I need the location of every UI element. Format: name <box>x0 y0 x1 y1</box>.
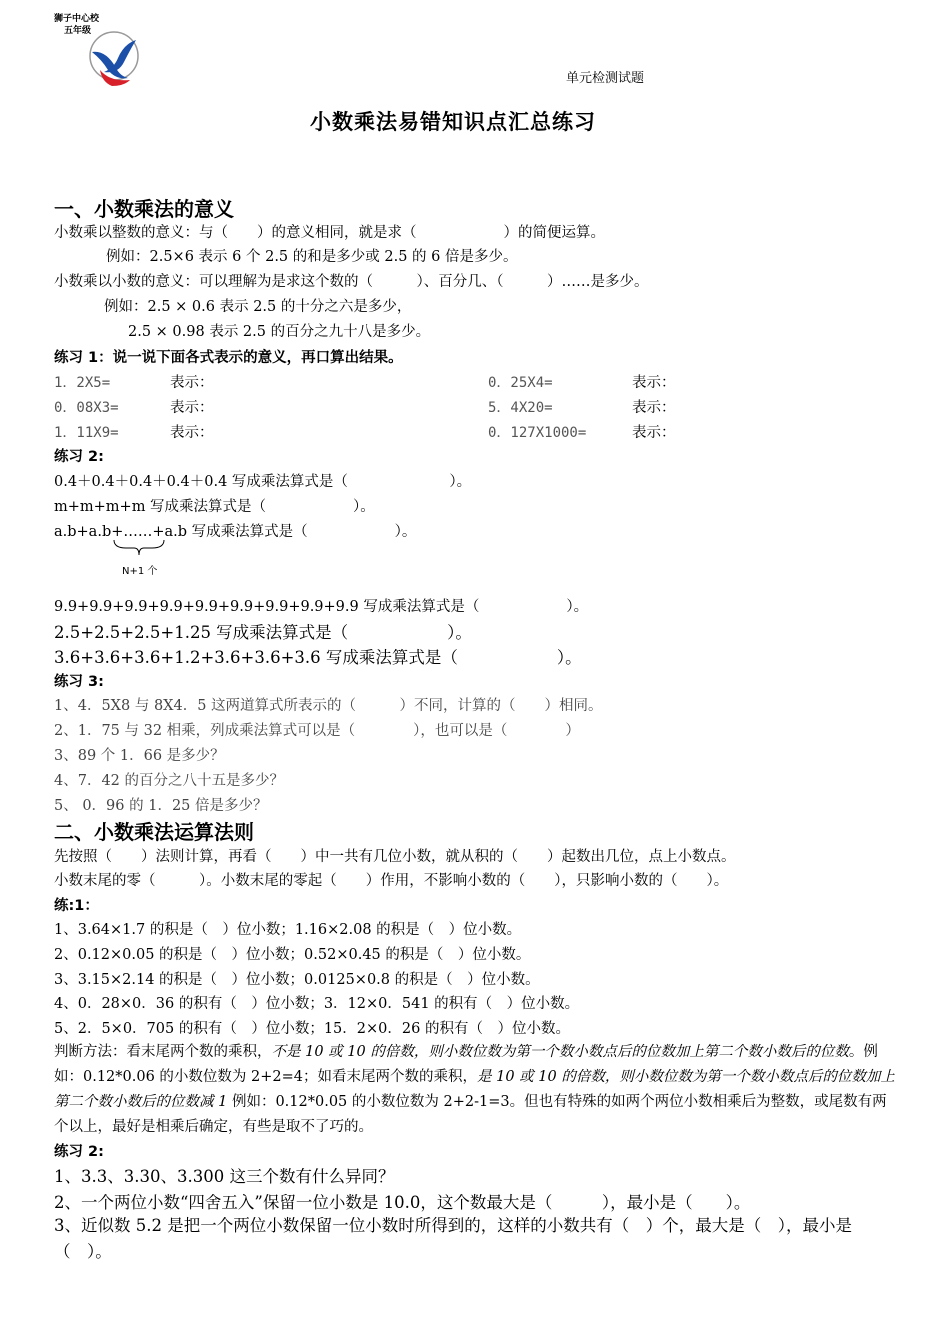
brace-label: N+1 个 <box>122 566 158 577</box>
example-text: 例如：2.5×6 表示 6 个 2.5 的和是多少或 2.5 的 6 倍是多少。 <box>106 249 518 265</box>
list-item: 1、4．5X8 与 8X4．5 这两道算式所表示的（ ）不同，计算的（ ）相同。 <box>54 698 603 714</box>
method-text: 例如：0.12*0.05 的小数位数为 2+2-1=3。但也有特殊的如两个两位小数相乘后为整数，或尾数有两个以上，最好是相乘后确定，有些是取不了巧的。 <box>54 1094 887 1135</box>
method-paragraph <box>54 1040 900 1140</box>
logo-emblem-icon <box>44 10 154 90</box>
list-item: 3、3.15×2.14 的积是（ ）位小数；0.0125×0.8 的积是（ ）位小数。 <box>54 972 540 988</box>
section-heading: 二、小数乘法运算法则 <box>54 820 254 844</box>
method-rule-italic: 是 10 或 10 的倍数，则小数位数为第一个数小数点后的位数加上第二个数小数后的位数减 1 <box>54 1069 895 1110</box>
list-item: 1、3.3、3.30、3.300 这三个数有什么异同？ <box>54 1167 395 1186</box>
school-logo <box>44 10 154 90</box>
paragraph: 小数乘以小数的意义：可以理解为是求这个数的（ ）、百分几、（ ）……是多少。 <box>54 274 649 290</box>
exercise-line: 9.9+9.9+9.9+9.9+9.9+9.9+9.9+9.9+9.9 写成乘法算式是（ ）。 <box>54 599 589 615</box>
exercise-title: 练习 2: <box>54 449 104 465</box>
exercise-expression: 1．11X9= <box>54 425 119 441</box>
list-item: 2、0.12×0.05 的积是（ ）位小数；0.52×0.45 的积是（ ）位小数。 <box>54 947 531 963</box>
exercise-expression: 0．127X1000= <box>488 425 587 441</box>
exercise-expression: 5．4X20= <box>488 400 553 416</box>
page-title: 小数乘法易错知识点汇总练习 <box>310 109 596 134</box>
method-text: 判断方法：看末尾两个数的乘积， <box>54 1044 272 1060</box>
section-heading: 一、小数乘法的意义 <box>54 197 234 221</box>
paragraph: 先按照（ ）法则计算，再看（ ）中一共有几位小数，就从积的（ ）起数出几位，点上小数点。 <box>54 849 736 865</box>
exercise-title: 练习 1：说一说下面各式表示的意义，再口算出结果。 <box>54 350 403 366</box>
method-rule-italic: 不是 10 或 10 的倍数，则小数位数为第一个数小数点后的位数加上第二个数小数后的位数 <box>271 1044 849 1060</box>
exercise-line: 0.4＋0.4＋0.4＋0.4＋0.4 写成乘法算式是（ ）。 <box>54 474 472 490</box>
exercise-line: m+m+m+m 写成乘法算式是（ ）。 <box>54 499 375 515</box>
list-item: 2、一个两位小数“四舍五入”保留一位小数是 10.0，这个数最大是（ ），最小是（ ）。 <box>54 1193 751 1212</box>
list-item: 3、近似数 5.2 是把一个两位小数保留一位小数时所得到的，这样的小数共有（ ）个，最大是（ ），最小是（ ）。 <box>54 1216 852 1261</box>
exercise-line: 3.6+3.6+3.6+1.2+3.6+3.6+3.6 写成乘法算式是（ ）。 <box>54 648 582 667</box>
paragraph: 小数末尾的零（ ）。小数末尾的零起（ ）作用，不影响小数的（ ），只影响小数的（ ）。 <box>54 873 729 889</box>
exercise-label: 表示： <box>170 400 214 416</box>
list-item: 5、 0．96 的 1．25 倍是多少？ <box>54 798 268 814</box>
list-item: 4、0．28×0．36 的积有（ ）位小数；3．12×0．541 的积有（ ）位小数。 <box>54 996 580 1012</box>
list-item: 1、3.64×1.7 的积是（ ）位小数；1.16×2.08 的积是（ ）位小数。 <box>54 922 522 938</box>
exercise-label: 表示： <box>632 425 676 441</box>
exercise-label: 表示： <box>632 400 676 416</box>
exercise-label: 表示： <box>632 375 676 391</box>
exercise-line: 2.5+2.5+2.5+1.25 写成乘法算式是（ ）。 <box>54 623 472 642</box>
brace-icon <box>112 538 166 558</box>
exercise-label: 表示： <box>170 425 214 441</box>
page-header: 单元检测试题 <box>566 71 645 86</box>
exercise-title: 练习 3: <box>54 674 104 690</box>
exercise-expression: 1．2X5= <box>54 375 111 391</box>
logo-school-name: 狮子中心校 <box>54 14 100 24</box>
list-item: 5、2．5×0．705 的积有（ ）位小数；15．2×0．26 的积有（ ）位小数。 <box>54 1021 570 1037</box>
exercise-line: a.b+a.b+……+a.b 写成乘法算式是（ ）。 <box>54 524 417 540</box>
example-text: 例如：2.5 × 0.6 表示 2.5 的十分之六是多少， <box>104 299 412 315</box>
paragraph: 小数乘以整数的意义：与（ ）的意义相同，就是求（ ）的简便运算。 <box>54 225 605 241</box>
exercise-expression: 0．08X3= <box>54 400 119 416</box>
method-text: 。例如：0.12*0.06 的小数位数为 2+2=4；如看末尾两个数的乘积， <box>54 1044 878 1085</box>
exercise-title: 练:1： <box>54 898 99 914</box>
list-item: 2、1．75 与 32 相乘，列成乘法算式可以是（ ），也可以是（ ） <box>54 723 580 739</box>
exercise-expression: 0．25X4= <box>488 375 553 391</box>
list-item: 4、7．42 的百分之八十五是多少？ <box>54 773 285 789</box>
list-item: 3、89 个 1．66 是多少？ <box>54 748 225 764</box>
exercise-label: 表示： <box>170 375 214 391</box>
example-text: 2.5 × 0.98 表示 2.5 的百分之九十八是多少。 <box>128 324 431 340</box>
logo-grade: 五年级 <box>64 26 92 36</box>
exercise-title: 练习 2: <box>54 1144 104 1160</box>
